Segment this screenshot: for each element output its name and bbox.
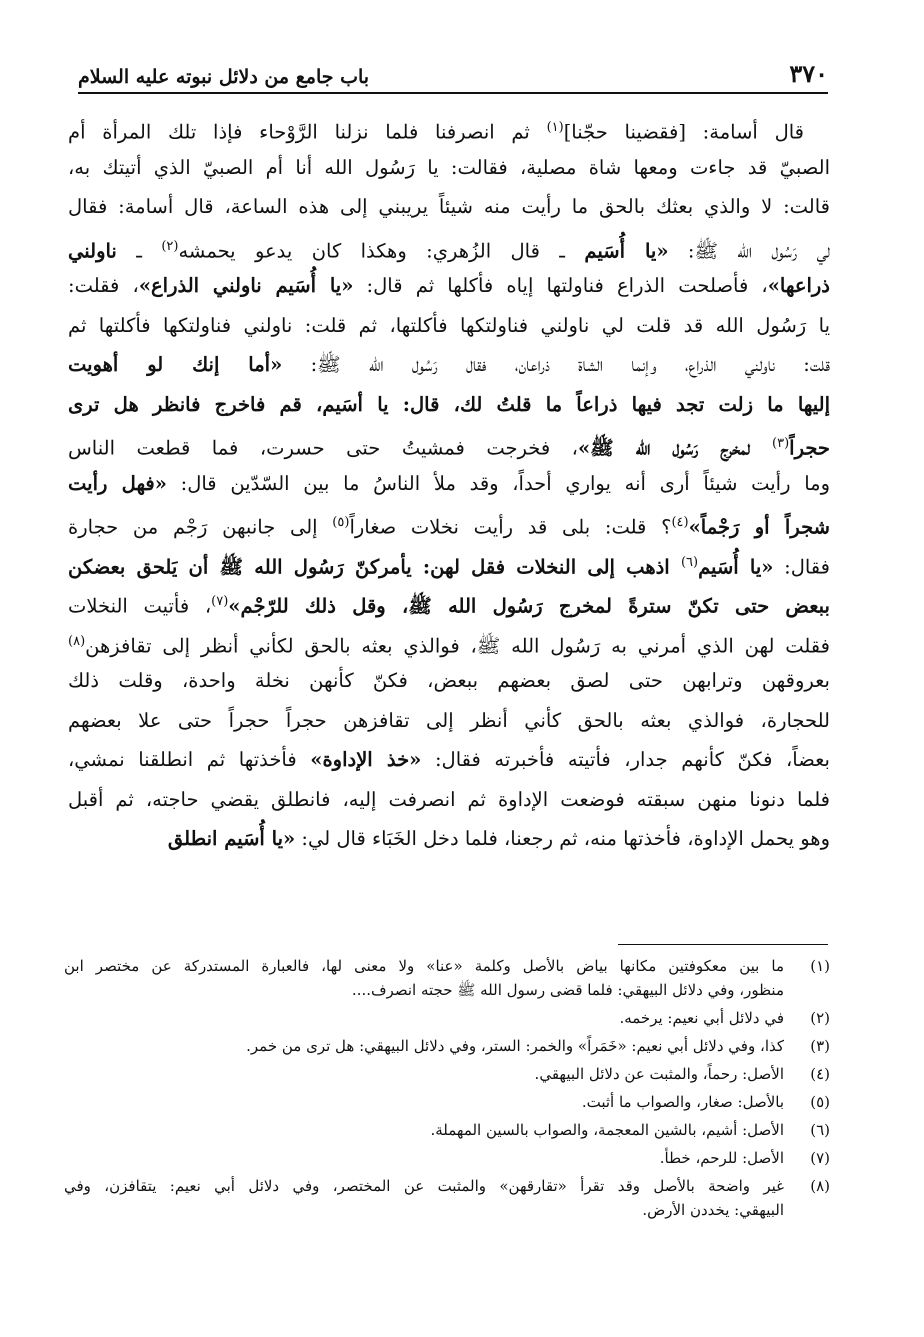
footnote-line: بالأصل: صغار، والصواب ما أثبت. — [581, 1093, 784, 1111]
footnote-ref: (١) — [546, 120, 564, 135]
footnote-number: (٦) — [810, 1121, 830, 1139]
footnote-text — [64, 1146, 784, 1170]
footnote-line: ما بين معكوفتين مكانها بياض بالأصل وكلمة «عنا» ولا معنى لها، فالعبارة المستدركة عن مختصر ابن — [64, 957, 784, 975]
footnote-ref: (٨) — [68, 633, 86, 649]
footnote-ref: (٤) — [671, 515, 689, 530]
text-line — [68, 464, 830, 504]
text-segment: ، فأتيت النخلات — [68, 594, 212, 618]
footnote-ref: (٧) — [211, 594, 229, 609]
footnote — [64, 1090, 830, 1114]
footnote-text — [64, 1034, 784, 1058]
text-segment: «خذ الإداوة» — [310, 748, 422, 771]
text-segment: ثم انصرفنا فلما نزلنا الرَّوْحاء فإذا تلك المرأة أم — [68, 120, 547, 144]
text-line — [68, 701, 830, 741]
text-line — [68, 227, 830, 267]
footnote-line: الأصل: رحماً، والمثبت عن دلائل البيهقي. — [534, 1065, 784, 1083]
text-segment: ، فقلت: — [68, 274, 139, 297]
main-text — [68, 108, 830, 859]
footnote-text — [64, 1006, 784, 1030]
footnote-line: البيهقي: يخددن الأرض. — [642, 1201, 784, 1219]
footnote-text — [64, 1090, 784, 1114]
page-number: ٣٧٠ — [789, 59, 828, 88]
footnote-number: (٢) — [810, 1009, 830, 1027]
footnote-line: منظور، وفي دلائل البيهقي: فلما قضى رسول الله ﷺ حجته انصرف.... — [351, 981, 784, 999]
text-line — [68, 661, 830, 701]
text-line — [68, 306, 830, 346]
footnote — [64, 1062, 830, 1086]
text-segment: للحجارة، فوالذي بعثه بالحق كأني أنظر إلى تقافزهن حجراً حجراً حتى علا بعضهم — [68, 708, 830, 732]
text-segment: ، فخرجت فمشيتُ حتى حسرت، فما قطعت الناس — [68, 436, 578, 460]
footnote-number: (٧) — [810, 1149, 830, 1167]
text-segment: اذهب إلى النخلات فقل لهن: يأمركنّ رَسُول الله ﷺ أن يَلحق بعضكن — [68, 555, 681, 578]
text-segment: «أما إنك لو أهويت — [68, 353, 283, 376]
footnote-text — [64, 1062, 784, 1086]
footnote-ref: (٦) — [680, 554, 699, 570]
text-segment: فلما دنونا منهن سبقته فوضعت الإداوة ثم انصرفت إليه، فانطلق يقضي حاجته، ثم أقبل — [68, 787, 830, 811]
text-line — [68, 543, 830, 583]
text-segment: حجراً — [789, 436, 830, 460]
text-segment: إلى جانبهن رَجْم من حجارة — [68, 515, 333, 539]
footnote-ref: (٣) — [772, 436, 790, 451]
text-segment: قلت: ناولني الذراع، وإنما الشاة ذراعان، فقال رَسُول الله ﷺ: — [282, 353, 830, 376]
footnote-line: كذا، وفي دلائل أبي نعيم: «خَمَراً» والخمر: الستر، وفي دلائل البيهقي: هل ترى من خمر. — [246, 1037, 784, 1055]
text-segment: بعروقهن وترابهن حتى لصق بعضهم ببعض، فكنّ كأنهن نخلة واحدة، وقلت ذلك — [68, 669, 830, 692]
text-segment: إليها ما زلت تجد فيها ذراعاً ما قلتُ لك، قال: يا أسَيم، قم فاخرج فانظر هل ترى — [68, 392, 830, 416]
text-line — [68, 780, 830, 820]
text-segment: بعضاً، فكنّ كأنهم جدار، فأتيته فأخبرته فقال: — [421, 748, 830, 771]
text-segment: لي رَسُول الله ﷺ: — [668, 239, 830, 262]
text-line — [68, 266, 830, 306]
text-segment: شجراً أو رَجْماً» — [688, 515, 830, 539]
text-segment: ـ قال الزُهري: وهكذا كان يدعو يحمشه — [178, 239, 585, 262]
text-line — [68, 503, 830, 543]
text-line — [68, 819, 830, 859]
footnote-text — [64, 1174, 784, 1222]
text-segment: يا رَسُول الله قد قلت لي ناولني فناولتكها فأكلتها، ثم قلت: ناولني فناولتكها فأكلتها ثم — [68, 313, 830, 337]
footnote — [64, 1006, 830, 1030]
text-segment: فأخذتها ثم انطلقنا نمشي، — [68, 748, 311, 771]
running-title: باب جامع من دلائل نبوته عليه السلام — [78, 66, 370, 88]
text-segment: ذراعها» — [767, 274, 830, 297]
text-segment: ناولني — [68, 239, 117, 262]
text-line — [68, 385, 830, 425]
text-segment: «يا أُسَيم — [584, 239, 669, 262]
text-segment: «يا أُسَيم انطلق — [167, 827, 296, 850]
footnote — [64, 1146, 830, 1170]
text-line — [68, 622, 830, 662]
footnote-ref: (٢) — [161, 238, 179, 254]
footnote-number: (١) — [810, 957, 830, 975]
text-line — [68, 582, 830, 622]
text-segment: وهو يحمل الإداوة، فأخذتها منه، ثم رجعنا، فلما دخل الخَبَاء قال لي: — [295, 827, 830, 850]
page-header — [78, 58, 828, 94]
text-segment: الصبيّ قد جاءت ومعها شاة مصلية، فقالت: يا رَسُول الله أنا أم الصبيّ الذي أتيتك به، — [68, 155, 830, 179]
footnote-line: غير واضحة بالأصل وقد تقرأ «تقارقهن» والمثبت عن المختصر، وفي دلائل أبي نعيم: يتقافزن، وفي — [64, 1177, 784, 1195]
text-segment: فقلت لهن الذي أمرني به رَسُول الله ﷺ، فوالذي بعثه بالحق لكأني أنظر إلى تقافزهن — [85, 634, 830, 657]
text-segment: لمخرج رَسُول الله ﷺ» — [577, 436, 773, 460]
text-segment: قالت: لا والذي بعثك بالحق ما رأيت منه شيئاً يريبني إلى هذه الساعة، قال أسامة: فقال — [68, 195, 830, 218]
text-line — [68, 424, 830, 464]
text-line — [68, 148, 830, 188]
text-segment: «يا أُسَيم — [698, 555, 774, 578]
footnote-number: (٣) — [810, 1037, 830, 1055]
footnote-line: في دلائل أبي نعيم: يرخمه. — [619, 1009, 784, 1027]
footnote — [64, 954, 830, 1002]
text-segment: ؟ قلت: بلى قد رأيت نخلات صغاراً — [349, 515, 672, 539]
footnote-number: (٤) — [810, 1065, 830, 1083]
footnote-text — [64, 954, 784, 1002]
text-segment: ـ — [116, 239, 162, 262]
text-segment: قال أسامة: [فقضينا حجّنا] — [563, 120, 805, 144]
footnote-line: الأصل: أشيم، بالشين المعجمة، والصواب بالسين المهملة. — [430, 1121, 784, 1139]
footnote — [64, 1174, 830, 1222]
text-segment: «فهل رأيت — [68, 471, 167, 495]
footnote — [64, 1118, 830, 1142]
text-segment: «يا أُسَيم ناولني الذراع» — [138, 274, 354, 297]
text-line — [68, 187, 830, 227]
footnote — [64, 1034, 830, 1058]
text-line — [68, 108, 830, 148]
text-segment: ببعض حتى تكنّ سترةً لمخرج رَسُول الله ﷺ، وقل ذلك للرّجْم» — [228, 594, 830, 618]
footnote-number: (٨) — [810, 1177, 830, 1195]
footnote-text — [64, 1118, 784, 1142]
footnote-number: (٥) — [810, 1093, 830, 1111]
text-line — [68, 345, 830, 385]
text-segment: فقال: — [773, 555, 830, 578]
footnote-separator — [618, 944, 828, 945]
footnotes — [64, 954, 830, 1226]
footnote-ref: (٥) — [332, 515, 350, 530]
text-line — [68, 740, 830, 780]
footnote-line: الأصل: للرحم، خطأ. — [659, 1149, 784, 1167]
text-segment: ، فأصلحت الذراع فناولتها إياه فأكلها ثم قال: — [353, 274, 768, 297]
text-segment: وما رأيت شيئاً أرى أنه يواري أحداً، وقد ملأ الناسُ ما بين السّدّين قال: — [166, 471, 830, 495]
